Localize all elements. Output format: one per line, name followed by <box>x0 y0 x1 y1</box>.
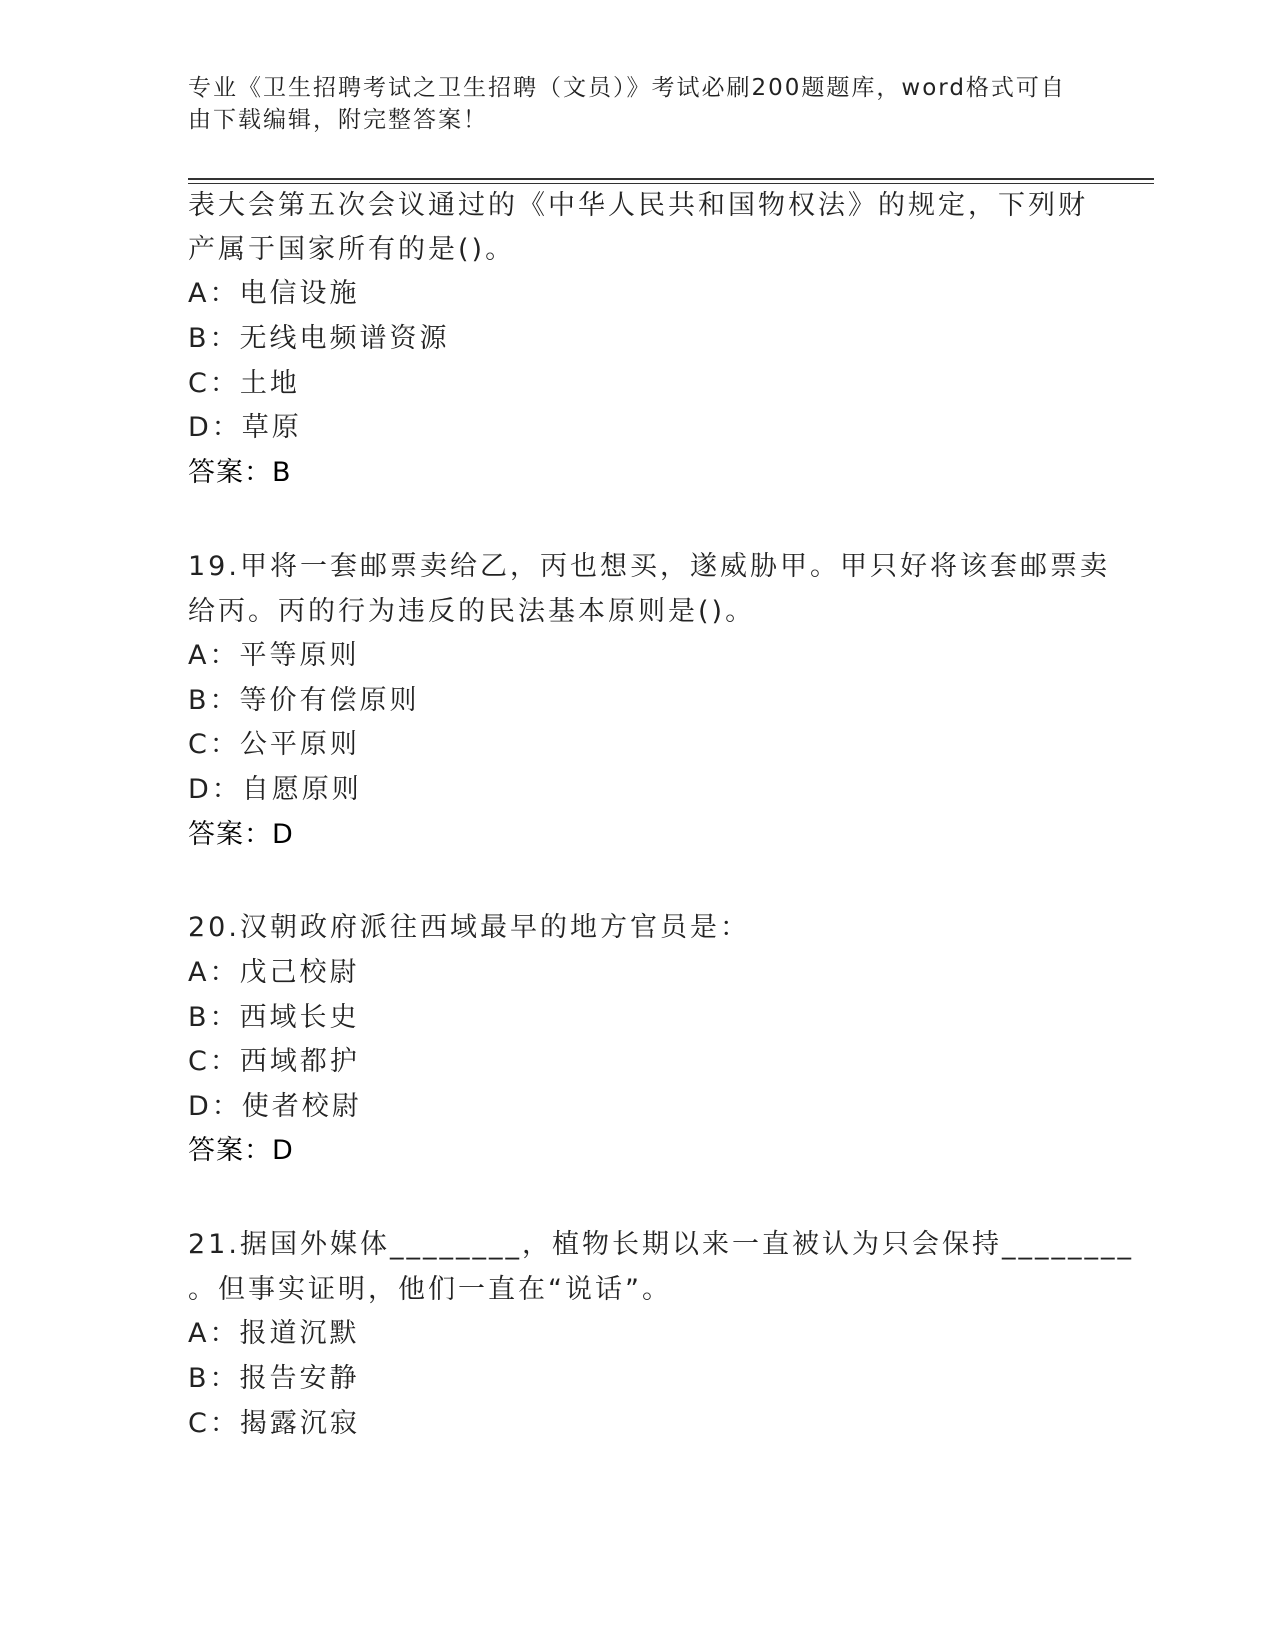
q18-answer: 答案：B <box>188 457 292 488</box>
q18-option-d: D：草原 <box>188 412 302 443</box>
q19-option-c: C：公平原则 <box>188 729 360 760</box>
q21-text-line-1: 21.据国外媒体________，植物长期以来一直被认为只会保持________ <box>188 1229 1134 1260</box>
header-divider-thick <box>188 178 1154 180</box>
q19-option-b: B：等价有偿原则 <box>188 685 420 716</box>
q20-answer: 答案：D <box>188 1135 294 1166</box>
q19-answer: 答案：D <box>188 819 294 850</box>
q19-text-line-1: 19.甲将一套邮票卖给乙，丙也想买，遂威胁甲。甲只好将该套邮票卖 <box>188 551 1110 582</box>
q20-option-d: D：使者校尉 <box>188 1091 362 1122</box>
q21-text-line-2: 。但事实证明，他们一直在“说话”。 <box>188 1274 672 1305</box>
q21-option-b: B：报告安静 <box>188 1363 360 1394</box>
document-header <box>188 72 1068 136</box>
q18-text-line-1: 表大会第五次会议通过的《中华人民共和国物权法》的规定，下列财 <box>188 190 1088 221</box>
q21-option-a: A：报道沉默 <box>188 1318 360 1349</box>
q18-option-a: A：电信设施 <box>188 278 360 309</box>
q20-option-c: C：西域都护 <box>188 1046 360 1077</box>
q19-option-a: A：平等原则 <box>188 640 360 671</box>
header-divider-thin <box>188 183 1154 184</box>
q19-option-d: D：自愿原则 <box>188 774 362 805</box>
header-line-1: 专业《卫生招聘考试之卫生招聘（文员）》考试必刷200题题库，word格式可自 <box>188 75 1066 101</box>
q18-option-c: C：土地 <box>188 368 300 399</box>
q20-option-a: A：戊己校尉 <box>188 957 360 988</box>
q19-text-line-2: 给丙。丙的行为违反的民法基本原则是()。 <box>188 596 756 627</box>
q18-text-line-2: 产属于国家所有的是()。 <box>188 234 516 265</box>
header-line-2: 由下载编辑，附完整答案！ <box>188 107 488 133</box>
q20-option-b: B：西域长史 <box>188 1002 360 1033</box>
q21-option-c: C：揭露沉寂 <box>188 1408 360 1439</box>
q20-text-line-1: 20.汉朝政府派往西域最早的地方官员是： <box>188 912 750 943</box>
q18-option-b: B：无线电频谱资源 <box>188 323 450 354</box>
